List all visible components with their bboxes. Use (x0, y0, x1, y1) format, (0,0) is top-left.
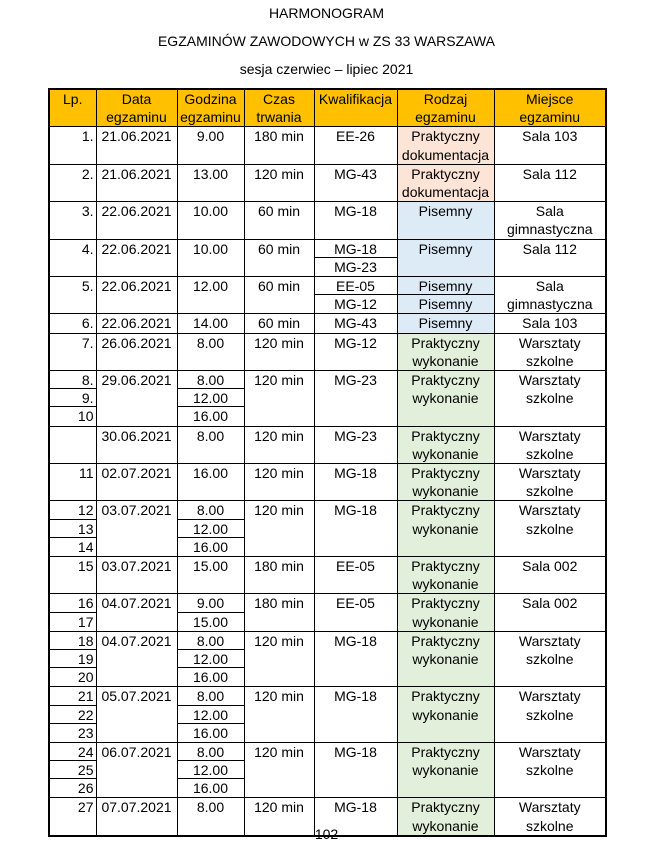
lp-cell-value: 7. (81, 334, 94, 351)
exam-type-cell-value: Praktyczny wykonanie (411, 502, 480, 537)
table-row (49, 631, 606, 687)
exam-time-cell (177, 556, 244, 593)
exam-time-cell-value: 8.00 (178, 743, 244, 761)
exam-time-cell-value: 10.00 (192, 203, 229, 220)
exam-time-cell (177, 501, 244, 557)
lp-cell (49, 556, 96, 593)
exam-type-cell-value: Praktyczny wykonanie (411, 464, 480, 500)
exam-type-cell (397, 277, 494, 314)
exam-date-cell: 02.07.2021 (96, 463, 177, 500)
table-row (49, 687, 606, 743)
exam-time-cell-value: 16.00 (192, 408, 229, 425)
exam-date-cell: 04.07.2021 (96, 594, 177, 631)
lp-cell-value: 2. (81, 165, 94, 182)
qualification-cell-value: MG-12 (334, 334, 377, 351)
location-cell: Warsztaty szkolne (494, 426, 606, 463)
exam-date-cell: 30.06.2021 (96, 426, 177, 463)
exam-time-cell-value: 14.00 (192, 315, 229, 332)
exam-type-cell (397, 426, 494, 463)
exam-type-cell-value: Praktyczny wykonanie (411, 334, 480, 369)
table-body (49, 127, 606, 836)
duration-cell: 120 min (244, 333, 314, 370)
exam-type-cell (397, 314, 494, 333)
exam-date-cell: 22.06.2021 (96, 239, 177, 276)
exam-type-cell-value: Praktyczny wykonanie (411, 688, 480, 723)
lp-cell-value: 15 (77, 557, 94, 574)
exam-time-cell-value: 12.00 (178, 389, 244, 407)
lp-cell-value: 20 (77, 669, 94, 686)
exam-type-cell (397, 463, 494, 500)
qualification-cell (314, 631, 397, 687)
duration-cell: 180 min (244, 594, 314, 631)
qualification-cell-value: MG-18 (334, 502, 377, 519)
exam-date-cell: 05.07.2021 (96, 687, 177, 743)
qualification-cell (314, 314, 397, 333)
lp-cell-value: 5. (81, 278, 94, 294)
location-cell: Warsztaty szkolne (494, 798, 606, 836)
exam-time-cell (177, 371, 244, 427)
exam-date-cell: 07.07.2021 (96, 798, 177, 836)
exam-type-cell-value: Praktyczny dokumentacja (401, 128, 490, 163)
duration-cell: 60 min (244, 202, 314, 239)
lp-cell-value: 24 (50, 743, 96, 761)
lp-cell-value: 16 (50, 594, 96, 612)
exam-type-cell-value: Praktyczny wykonanie (411, 595, 480, 630)
lp-cell (49, 687, 96, 743)
qualification-cell-value: EE-26 (336, 128, 375, 145)
doc-title-sub: EGZAMINÓW ZAWODOWYCH w ZS 33 WARSZAWA (157, 33, 496, 49)
duration-cell: 60 min (244, 314, 314, 333)
table-row (49, 556, 606, 593)
exam-time-cell-value: 16.00 (192, 780, 229, 797)
qualification-cell-value: MG-18 (334, 203, 377, 220)
exam-date-cell: 03.07.2021 (96, 501, 177, 557)
exam-type-cell (397, 127, 494, 164)
lp-cell (49, 501, 96, 557)
lp-cell-value: 6. (81, 315, 94, 332)
lp-cell-value: 3. (81, 203, 94, 220)
lp-cell-value: 18 (50, 632, 96, 650)
table-row (49, 314, 606, 333)
exam-time-cell (177, 426, 244, 463)
duration-cell: 180 min (244, 556, 314, 593)
exam-date-cell: 22.06.2021 (96, 314, 177, 333)
location-cell: Sala 112 (494, 164, 606, 201)
qualification-cell (314, 371, 397, 427)
lp-cell-value: 23 (77, 724, 94, 741)
lp-cell-value: 11 (78, 464, 94, 481)
location-cell: Sala 002 (494, 594, 606, 631)
lp-cell-value: 8. (50, 371, 96, 389)
exam-type-cell-value: Pisemny (398, 277, 494, 295)
qualification-cell (314, 426, 397, 463)
exam-time-cell-value: 8.00 (196, 334, 225, 351)
qualification-cell-value: MG-43 (334, 165, 377, 182)
qualification-cell (314, 239, 397, 276)
lp-cell (49, 202, 96, 239)
exam-date-cell: 26.06.2021 (96, 333, 177, 370)
exam-type-cell (397, 594, 494, 631)
location-cell: Warsztaty szkolne (494, 501, 606, 557)
exam-date-cell: 21.06.2021 (96, 164, 177, 201)
exam-schedule-table (48, 88, 607, 837)
qualification-cell (314, 277, 397, 314)
qualification-cell-value: MG-18 (334, 464, 377, 481)
location-cell: Warsztaty szkolne (494, 631, 606, 687)
exam-time-cell-value: 15.00 (192, 557, 229, 574)
exam-time-cell-value: 8.00 (178, 371, 244, 389)
exam-type-cell (397, 371, 494, 427)
location-cell: Sala gimnastyczna (494, 202, 606, 239)
exam-time-cell-value: 8.00 (196, 799, 225, 816)
exam-time-cell (177, 631, 244, 687)
exam-time-cell-value: 8.00 (178, 687, 244, 705)
qualification-cell-value: MG-12 (334, 296, 377, 313)
lp-cell-value: 26 (77, 780, 94, 797)
qualification-cell (314, 164, 397, 201)
qualification-cell-value: MG-23 (334, 258, 377, 275)
exam-date-cell: 22.06.2021 (96, 202, 177, 239)
lp-cell (49, 463, 96, 500)
exam-date-cell: 04.07.2021 (96, 631, 177, 687)
duration-cell: 120 min (244, 631, 314, 687)
exam-time-cell-value: 10.00 (192, 240, 229, 257)
exam-type-cell-value: Pisemny (418, 315, 473, 332)
table-row (49, 594, 606, 631)
qualification-cell-value: MG-43 (334, 315, 377, 332)
qualification-cell (314, 333, 397, 370)
lp-cell-value: 12 (50, 501, 96, 519)
exam-type-cell-value: Praktyczny wykonanie (411, 743, 480, 779)
table-row (49, 333, 606, 370)
duration-cell: 120 min (244, 687, 314, 743)
exam-time-cell (177, 594, 244, 631)
table-row (49, 202, 606, 239)
qualification-cell-value: MG-18 (315, 240, 397, 258)
table-row (49, 463, 606, 500)
table-row (49, 742, 606, 798)
lp-cell (49, 333, 96, 370)
exam-type-cell-value: Pisemny (418, 240, 473, 257)
duration-cell: 120 min (244, 371, 314, 427)
qualification-cell (314, 127, 397, 164)
qualification-cell-value: EE-05 (315, 277, 397, 295)
lp-cell (49, 594, 96, 631)
col-header-qualification: Kwalifikacja (314, 89, 397, 127)
location-cell: Sala 103 (494, 127, 606, 164)
exam-time-cell (177, 164, 244, 201)
exam-type-cell-value: Praktyczny wykonanie (411, 632, 480, 667)
exam-time-cell-value: 13.00 (192, 165, 229, 182)
page-number: 102 (314, 826, 339, 842)
exam-time-cell (177, 742, 244, 798)
duration-cell: 180 min (244, 127, 314, 164)
exam-date-cell: 21.06.2021 (96, 127, 177, 164)
exam-time-cell-value: 12.00 (178, 761, 244, 779)
exam-date-cell: 03.07.2021 (96, 556, 177, 593)
duration-cell: 120 min (244, 501, 314, 557)
lp-cell-value: 4. (81, 240, 94, 257)
exam-time-cell (177, 202, 244, 239)
location-cell: Sala gimnastyczna (494, 277, 606, 314)
exam-type-cell-value: Praktyczny wykonanie (411, 799, 480, 834)
table-row (49, 371, 606, 427)
lp-cell-value: 13 (50, 520, 96, 538)
exam-time-cell-value: 16.00 (192, 538, 229, 555)
duration-cell: 60 min (244, 277, 314, 314)
lp-cell-value: 21 (50, 687, 96, 705)
exam-type-cell (397, 556, 494, 593)
duration-cell: 120 min (244, 463, 314, 500)
table-row (49, 239, 606, 276)
location-cell: Warsztaty szkolne (494, 742, 606, 798)
table-row (49, 164, 606, 201)
document-titles (0, 4, 653, 78)
qualification-cell-value: MG-18 (334, 632, 377, 649)
exam-time-cell-value: 16.00 (192, 724, 229, 741)
qualification-cell (314, 556, 397, 593)
col-header-lp: Lp. (49, 89, 96, 127)
exam-time-cell (177, 127, 244, 164)
location-cell: Warsztaty szkolne (494, 463, 606, 500)
qualification-cell-value: EE-05 (336, 595, 375, 612)
exam-time-cell (177, 333, 244, 370)
exam-time-cell (177, 463, 244, 500)
qualification-cell (314, 202, 397, 239)
exam-type-cell-value: Praktyczny dokumentacja (401, 165, 490, 201)
exam-type-cell-value: Praktyczny wykonanie (411, 372, 480, 407)
exam-type-cell-value: Pisemny (418, 296, 473, 313)
lp-cell-value: 10 (77, 408, 94, 425)
table-row (49, 501, 606, 557)
exam-time-cell-value: 8.00 (178, 501, 244, 519)
lp-cell (49, 426, 96, 463)
exam-time-cell-value: 16.00 (192, 464, 229, 481)
location-cell: Warsztaty szkolne (494, 687, 606, 743)
exam-time-cell-value: 9.00 (178, 594, 244, 612)
exam-time-cell-value: 9.00 (196, 128, 225, 145)
exam-type-cell (397, 501, 494, 557)
exam-type-cell (397, 164, 494, 201)
lp-cell (49, 314, 96, 333)
exam-time-cell-value: 16.00 (192, 669, 229, 686)
col-header-time: Godzina egzaminu (177, 89, 244, 127)
doc-title-session: sesja czerwiec – lipiec 2021 (239, 61, 414, 77)
exam-time-cell (177, 239, 244, 276)
qualification-cell-value: MG-23 (334, 427, 377, 444)
exam-type-cell (397, 333, 494, 370)
lp-cell (49, 631, 96, 687)
qualification-cell-value: MG-23 (334, 372, 377, 389)
exam-time-cell-value: 8.00 (178, 632, 244, 650)
table-row (49, 426, 606, 463)
duration-cell: 60 min (244, 239, 314, 276)
exam-time-cell (177, 687, 244, 743)
qualification-cell-value: MG-18 (334, 799, 377, 816)
qualification-cell (314, 594, 397, 631)
lp-cell-value: 14 (77, 538, 94, 555)
lp-cell-value: 19 (50, 650, 96, 668)
lp-cell-value: 27 (77, 799, 94, 816)
exam-type-cell-value: Pisemny (418, 203, 473, 220)
lp-cell-value: 22 (50, 706, 96, 724)
exam-type-cell (397, 742, 494, 798)
location-cell: Warsztaty szkolne (494, 333, 606, 370)
lp-cell-value: 1. (81, 128, 94, 145)
exam-type-cell (397, 202, 494, 239)
header-row (49, 89, 606, 127)
col-header-date: Data egzaminu (96, 89, 177, 127)
exam-time-cell-value: 12.00 (178, 706, 244, 724)
lp-cell (49, 164, 96, 201)
doc-title-main: HARMONOGRAM (268, 5, 385, 21)
exam-type-cell (397, 631, 494, 687)
lp-cell (49, 742, 96, 798)
exam-type-cell (397, 239, 494, 276)
lp-cell (49, 371, 96, 427)
duration-cell: 120 min (244, 164, 314, 201)
lp-cell (49, 277, 96, 314)
qualification-cell (314, 501, 397, 557)
table-row (49, 277, 606, 314)
exam-time-cell (177, 277, 244, 314)
exam-time-cell-value: 12.00 (178, 520, 244, 538)
qualification-cell (314, 463, 397, 500)
exam-date-cell: 29.06.2021 (96, 371, 177, 427)
qualification-cell-value: MG-18 (334, 743, 377, 760)
location-cell: Sala 112 (494, 239, 606, 276)
exam-type-cell (397, 687, 494, 743)
exam-time-cell (177, 314, 244, 333)
duration-cell: 120 min (244, 798, 314, 836)
col-header-exam-type: Rodzaj egzaminu (397, 89, 494, 127)
lp-cell (49, 239, 96, 276)
exam-time-cell-value: 12.00 (178, 650, 244, 668)
location-cell: Sala 002 (494, 556, 606, 593)
exam-type-cell-value: Praktyczny wykonanie (411, 427, 480, 462)
lp-cell-value: 17 (77, 613, 94, 630)
qualification-cell (314, 687, 397, 743)
exam-time-cell-value: 8.00 (196, 427, 225, 444)
location-cell: Sala 103 (494, 314, 606, 333)
lp-cell-value: 9. (50, 389, 96, 407)
lp-cell-value: 25 (50, 761, 96, 779)
duration-cell: 120 min (244, 742, 314, 798)
exam-time-cell-value: 12.00 (192, 278, 229, 294)
exam-date-cell: 22.06.2021 (96, 277, 177, 314)
qualification-cell (314, 742, 397, 798)
duration-cell: 120 min (244, 426, 314, 463)
table-row (49, 127, 606, 164)
exam-date-cell: 06.07.2021 (96, 742, 177, 798)
exam-type-cell-value: Praktyczny wykonanie (411, 557, 480, 593)
exam-time-cell-value: 15.00 (192, 613, 229, 630)
col-header-location: Miejsce egzaminu (494, 89, 606, 127)
lp-cell (49, 127, 96, 164)
location-cell: Warsztaty szkolne (494, 371, 606, 427)
qualification-cell-value: MG-18 (334, 688, 377, 705)
qualification-cell-value: EE-05 (336, 557, 375, 574)
col-header-duration: Czas trwania (244, 89, 314, 127)
